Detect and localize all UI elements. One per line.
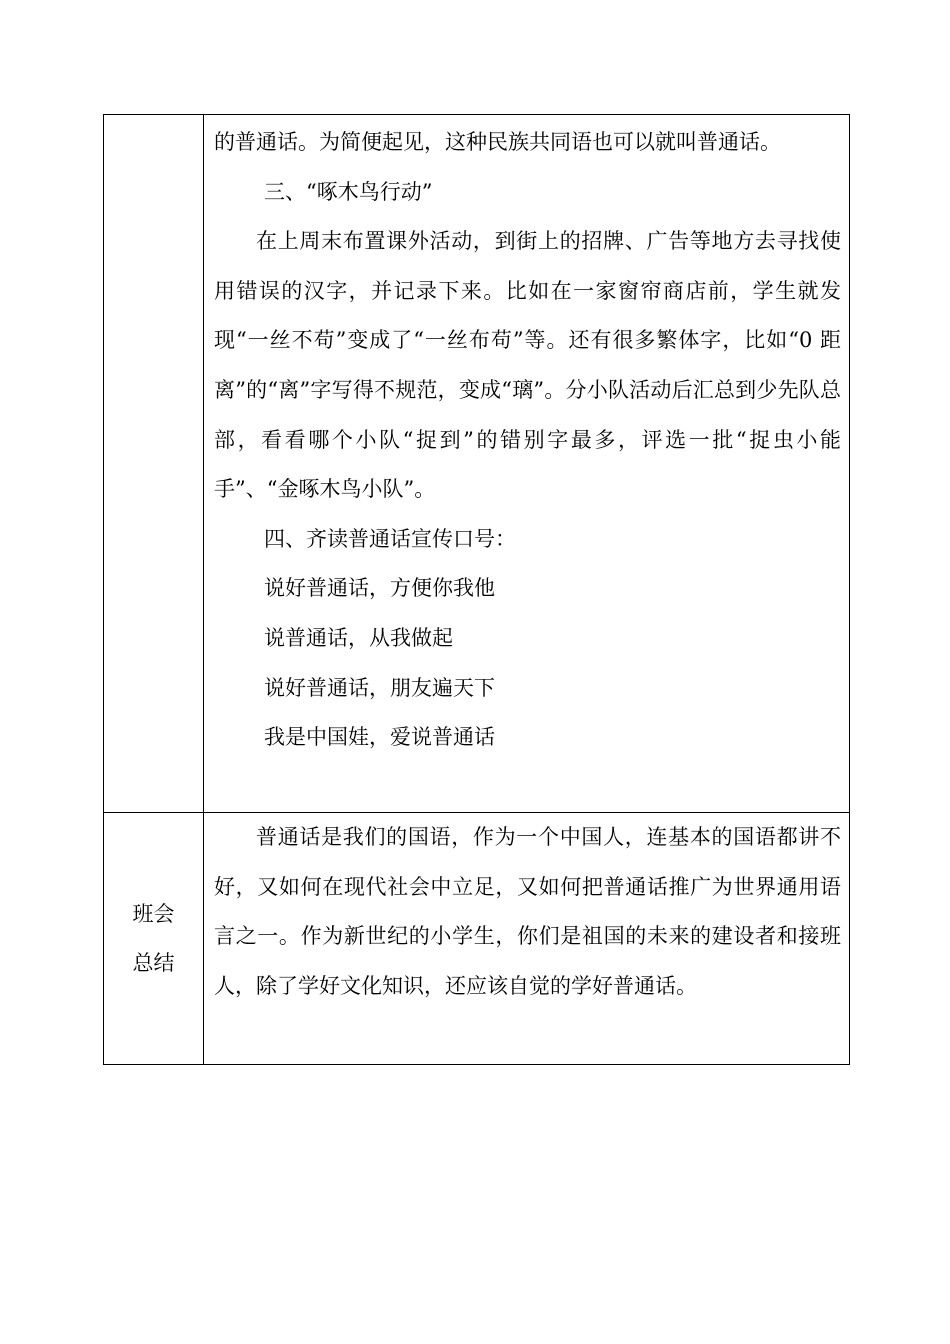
summary-label-cell [104,813,204,1065]
continued-paragraph: 的普通话。为简便起见，这种民族共同语也可以就叫普通话。 [214,130,781,154]
summary-label-line1: 班会 [132,901,175,926]
summary-paragraph: 普通话是我们的国语，作为一个中国人，连基本的国语都讲不好，又如何在现代社会中立足，又如何把普通话推广为世界通用语言之一。作为新世纪的小学生，你们是祖国的未来的建设者和接班人，除了学好文化知识，还应该自觉的学好普通话。 [214,825,841,998]
summary-row [104,813,850,1065]
section-heading-slogans: 四、齐读普通话宣传口号： [264,526,516,551]
row-label-cell-empty [104,115,204,813]
woodpecker-activity-paragraph: 在上周末布置课外活动，到街上的招牌、广告等地方去寻找使用错误的汉字，并记录下来。比如在一家窗帘商店前，学生就发现“一丝不苟”变成了“一丝布苟”等。还有很多繁体字，比如“0 距离”的“离”字写得不规范，变成“璃”。分小队活动后汇总到少先队总部，看看哪个小队“捉到”的错别字最多，评选一批“捉虫小能手”、“金啄木鸟小队”。 [214,229,841,502]
activity-content-cell [204,115,850,813]
activity-content-row [104,115,850,813]
activity-record-table [103,114,850,1065]
slogan-line: 我是中国娃，爱说普通话 [264,725,495,750]
summary-content-cell [204,813,850,1065]
section-heading-woodpecker: 三、“啄木鸟行动” [264,179,433,204]
slogan-line: 说好普通话，方便你我他 [264,576,495,601]
slogan-line: 说普通话，从我做起 [264,625,453,650]
summary-label-line2: 总结 [132,950,175,975]
slogan-line: 说好普通话，朋友遍天下 [264,675,495,700]
